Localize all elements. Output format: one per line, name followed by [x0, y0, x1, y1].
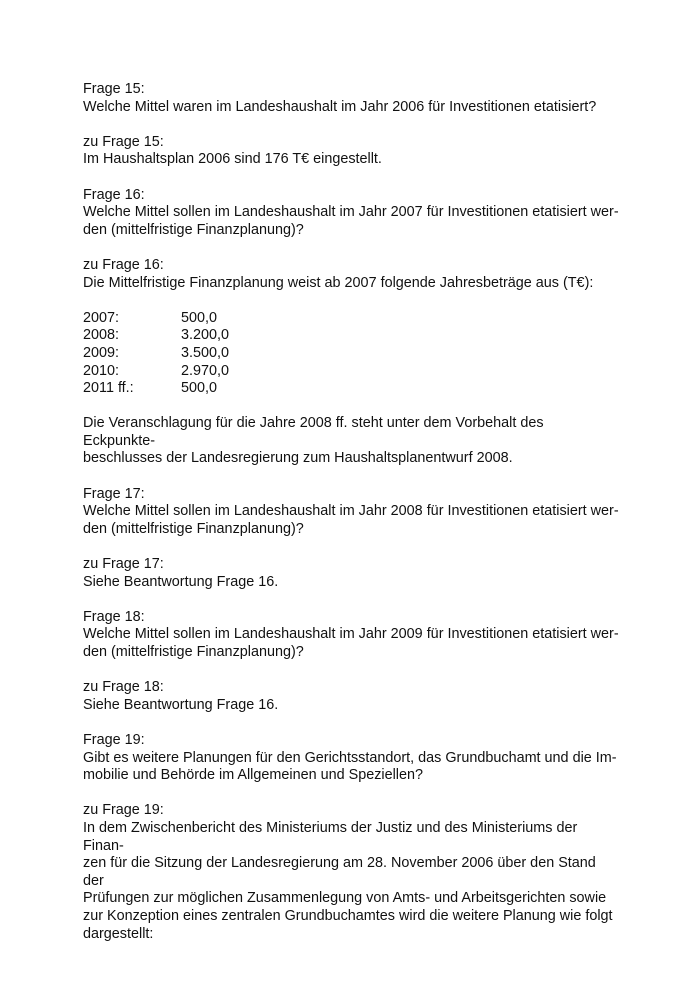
question-text: Welche Mittel waren im Landeshaushalt im Jahr 2006 für Investitionen etatisiert?: [83, 98, 597, 115]
answer-text: Im Haushaltsplan 2006 sind 176 T€ eingestellt.: [83, 151, 382, 168]
answer-text-line: zen für die Sitzung der Landesregierung am 28. November 2006 über den Stand der: [83, 855, 596, 889]
budget-year: 2008:: [83, 327, 120, 344]
budget-year: 2009:: [83, 344, 120, 361]
question-18: [83, 609, 619, 662]
note-line: Die Veranschlagung für die Jahre 2008 ff. steht unter dem Vorbehalt des Eckpunkte-: [83, 415, 544, 449]
answer-text-line: zur Konzeption eines zentralen Grundbuchamtes wird die weitere Planung wie folgt: [83, 907, 613, 924]
budget-table: [83, 310, 619, 398]
question-text-line: Welche Mittel sollen im Landeshaushalt im Jahr 2007 für Investitionen etatisiert wer-: [83, 204, 619, 221]
answer-text: Siehe Beantwortung Frage 16.: [83, 696, 279, 713]
question-text-line: Welche Mittel sollen im Landeshaushalt im Jahr 2009 für Investitionen etatisiert wer-: [83, 626, 619, 643]
question-text-line: Gibt es weitere Planungen für den Gerichtsstandort, das Grundbuchamt und die Im-: [83, 749, 617, 766]
budget-amount: 2.970,0: [181, 362, 230, 379]
budget-row: [83, 345, 619, 363]
budget-amount: 500,0: [181, 309, 218, 326]
question-text-line: den (mittelfristige Finanzplanung)?: [83, 644, 304, 660]
budget-row: [83, 363, 619, 381]
question-label: Frage 17:: [83, 485, 145, 502]
document-page: [83, 81, 619, 961]
budget-amount: 500,0: [181, 380, 218, 397]
answer-label: zu Frage 16:: [83, 256, 164, 273]
question-text-line: den (mittelfristige Finanzplanung)?: [83, 221, 304, 238]
question-text-line: Welche Mittel sollen im Landeshaushalt im Jahr 2008 für Investitionen etatisiert wer-: [83, 503, 619, 520]
question-label: Frage 16:: [83, 186, 145, 203]
budget-amount: 3.500,0: [181, 344, 230, 361]
question-label: Frage 18:: [83, 608, 145, 625]
answer-label: zu Frage 19:: [83, 802, 164, 819]
budget-year: 2011 ff.:: [83, 380, 134, 397]
question-text-line: den (mittelfristige Finanzplanung)?: [83, 520, 304, 537]
answer-15: [83, 134, 619, 169]
answer-label: zu Frage 17:: [83, 556, 164, 573]
answer-text: Siehe Beantwortung Frage 16.: [83, 573, 279, 590]
question-19: [83, 732, 619, 785]
question-label: Frage 19:: [83, 731, 145, 748]
question-16: [83, 187, 619, 240]
answer-text: Die Mittelfristige Finanzplanung weist ab 2007 folgende Jahresbeträge aus (T€):: [83, 274, 594, 291]
answer-label: zu Frage 18:: [83, 679, 164, 696]
answer-text-line: In dem Zwischenbericht des Ministeriums der Justiz und des Ministeriums der Finan-: [83, 819, 578, 854]
answer-17: [83, 556, 619, 591]
note-line: beschlusses der Landesregierung zum Haushaltsplanentwurf 2008.: [83, 450, 513, 467]
budget-row: [83, 380, 619, 398]
answer-text-line: Prüfungen zur möglichen Zusammenlegung von Amts- und Arbeitsgerichten sowie: [83, 890, 607, 907]
budget-year: 2007:: [83, 309, 120, 326]
question-text-line: mobilie und Behörde im Allgemeinen und Speziellen?: [83, 767, 423, 784]
budget-note: [83, 415, 619, 468]
budget-row: [83, 327, 619, 345]
answer-16: [83, 257, 619, 292]
budget-year: 2010:: [83, 362, 120, 379]
question-17: [83, 486, 619, 539]
question-label: Frage 15:: [83, 81, 145, 97]
answer-text-line: dargestellt:: [83, 925, 154, 942]
budget-amount: 3.200,0: [181, 327, 230, 344]
answer-18: [83, 679, 619, 714]
question-15: [83, 81, 619, 116]
answer-19: [83, 802, 619, 943]
answer-label: zu Frage 15:: [83, 133, 164, 150]
budget-row: [83, 310, 619, 328]
